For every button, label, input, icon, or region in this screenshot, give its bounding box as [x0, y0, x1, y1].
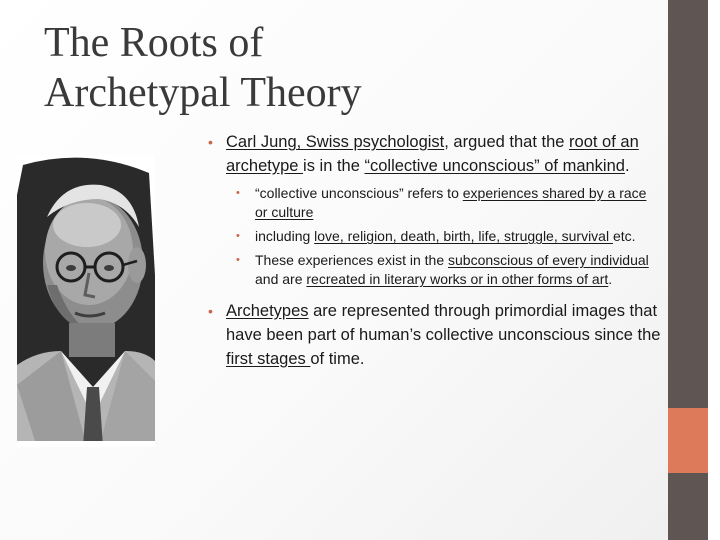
- portrait-photo: [17, 155, 155, 447]
- sub3-text-4: recreated in literary works or in other forms of art: [306, 271, 609, 287]
- title-line-2: Archetypal Theory: [44, 70, 362, 116]
- bullet-archetypes-text-3: first stages: [226, 350, 311, 368]
- sub1-text-1: “collective unconscious” refers to: [255, 185, 463, 201]
- bullet-list: [206, 130, 661, 371]
- slide-title: [44, 18, 604, 118]
- bullet-jung-text-2: , argued that the: [444, 133, 570, 151]
- sub1-text-2: experiences shared by a race or culture: [255, 185, 647, 220]
- sub3-text-3: and are: [255, 271, 307, 287]
- sub-bullet-collective: [226, 184, 661, 222]
- bullet-jung-text-6: .: [624, 157, 630, 175]
- slide-content: [206, 130, 661, 375]
- sub2-text-3: etc.: [612, 228, 636, 244]
- bullet-jung-text-3: root of an archetype: [226, 133, 639, 175]
- title-line-1: The Roots of: [44, 20, 264, 66]
- bullet-jung-text-4: is in the: [303, 157, 365, 175]
- sub2-text-1: including: [255, 228, 315, 244]
- portrait-illustration: [17, 155, 155, 447]
- bullet-jung-text-1: Carl Jung, Swiss psychologist: [226, 133, 445, 151]
- sub3-text-5: .: [608, 271, 613, 287]
- sub3-text-1: These experiences exist in the: [255, 252, 448, 268]
- bullet-archetypes: [206, 299, 661, 371]
- bullet-archetypes-text-1: Archetypes: [226, 302, 309, 320]
- bullet-archetypes-text-4: of time.: [310, 350, 365, 368]
- bullet-archetypes-text-2: are represented through primordial images that have been part of human’s collective unconscious since the: [226, 302, 661, 344]
- bullet-jung-text-5: “collective unconscious” of mankind: [364, 157, 625, 175]
- sub3-text-2: subconscious of every individual: [448, 252, 649, 268]
- sub-bullet-experiences: [226, 251, 661, 289]
- sub2-text-2: love, religion, death, birth, life, struggle, survival: [314, 228, 613, 244]
- side-accent: [668, 408, 708, 473]
- sub-bullet-including: [226, 227, 661, 246]
- bullet-jung: [206, 130, 661, 289]
- sub-bullet-list: [226, 184, 661, 289]
